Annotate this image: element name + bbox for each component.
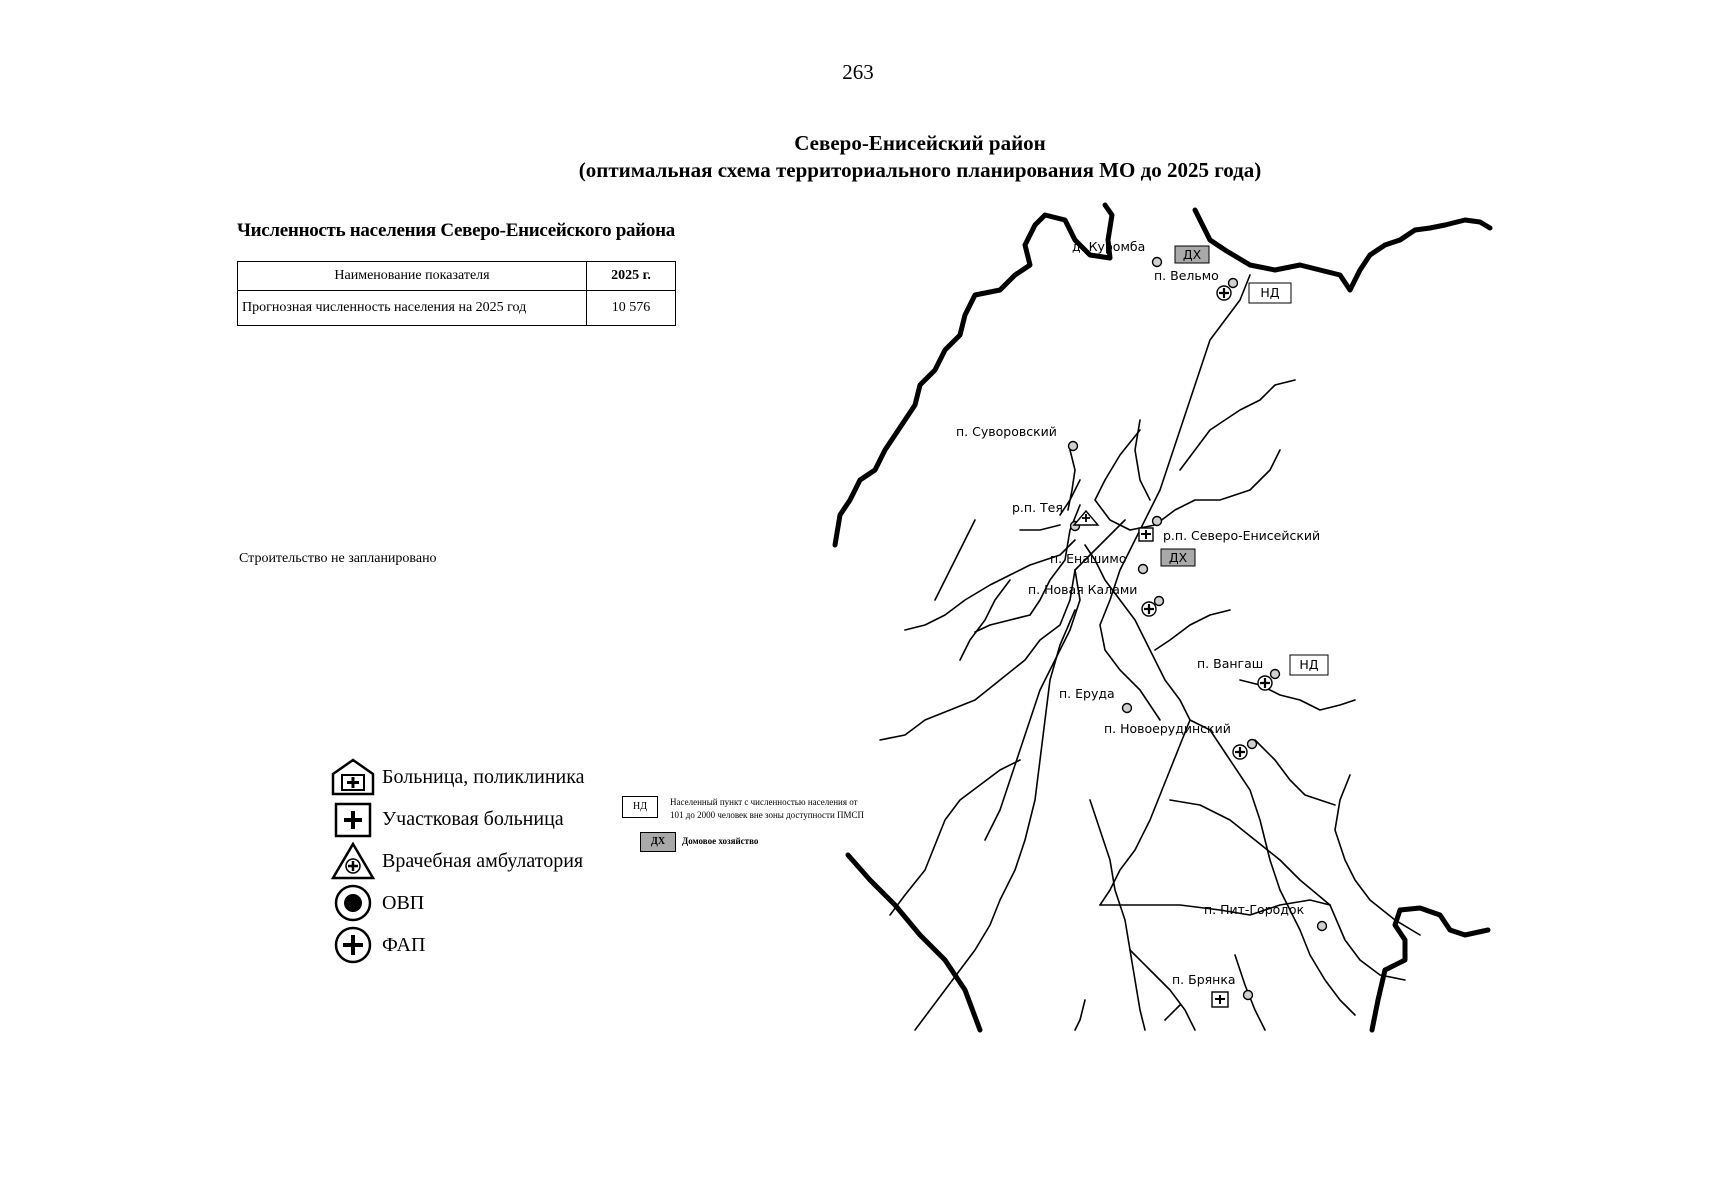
- legend-item-nd: [622, 796, 882, 822]
- page-number: 263: [842, 60, 874, 84]
- settlement-marker: [1123, 704, 1132, 713]
- settlement-marker: [1155, 597, 1164, 606]
- settlement-marker: [1271, 670, 1280, 679]
- label-teya: р.п. Тея: [1012, 500, 1063, 515]
- legend-item-fap: [330, 924, 585, 966]
- label-pit-gorodok: п. Пит-Городок: [1204, 902, 1305, 917]
- construction-note: Строительство не запланировано: [239, 551, 437, 566]
- district-border-south-east: [1372, 908, 1488, 1030]
- tag-dx-enashimo: [1161, 549, 1195, 566]
- label-eruda: п. Еруда: [1059, 686, 1115, 701]
- label-suvorovsky: п. Суворовский: [956, 424, 1057, 439]
- nd-tag: НД: [622, 796, 658, 818]
- settlement-marker: [1229, 279, 1238, 288]
- legend-item-district-hospital: [330, 798, 585, 840]
- label-velmo: п. Вельмо: [1154, 268, 1219, 283]
- settlement-marker: [1153, 517, 1162, 526]
- tag-nd-velmo: [1249, 283, 1291, 303]
- legend-label-hospital: Больница, поликлиника: [382, 765, 585, 788]
- legend-item-ovp: [330, 882, 585, 924]
- legend-label-ovp: ОВП: [382, 891, 425, 914]
- tag-nd-vangash: [1290, 655, 1328, 675]
- ambulatory-icon: [330, 841, 376, 881]
- district-border-north-2: [1195, 210, 1490, 290]
- row-value-cell: 10 576: [587, 291, 676, 326]
- hospital-icon: [330, 757, 376, 797]
- settlement-marker: [1248, 740, 1257, 749]
- label-kuromba: д. Куромба: [1072, 239, 1146, 254]
- col-year-header: 2025 г.: [587, 262, 676, 291]
- district-hospital-icon: [1139, 528, 1153, 541]
- settlement-marker: [1318, 922, 1327, 931]
- settlement-marker: [1153, 258, 1162, 267]
- facility-legend: [330, 756, 585, 966]
- svg-text:ДХ: ДХ: [1182, 247, 1202, 262]
- label-novaya-kalami: п. Новая Калами: [1028, 582, 1138, 597]
- tag-dx-kuromba: [1175, 246, 1209, 263]
- tag-legend: [622, 796, 882, 852]
- fap-icon: [330, 925, 376, 965]
- title-line-2: (оптимальная схема территориального планирования МО до 2025 года): [578, 158, 1262, 182]
- legend-item-dx: [640, 832, 882, 852]
- row-label-cell: Прогнозная численность населения на 2025 год: [238, 291, 587, 326]
- district-hospital-icon: [330, 799, 376, 839]
- label-novoerudinsky: п. Новоерудинский: [1104, 721, 1231, 736]
- svg-text:НД: НД: [1260, 285, 1280, 300]
- settlement-marker: [1139, 565, 1148, 574]
- population-heading: Численность населения Северо-Енисейского района: [237, 220, 675, 241]
- dx-tag: ДХ: [640, 832, 676, 852]
- settlement-marker: [1244, 991, 1253, 1000]
- district-border-south-west: [848, 855, 980, 1030]
- legend-item-ambulatory: [330, 840, 585, 882]
- legend-label-ambulatory: Врачебная амбулатория: [382, 849, 584, 872]
- nd-description: Населенный пункт с численностью населения от 101 до 2000 человек вне зоны доступности ПМСП: [670, 797, 865, 820]
- district-hospital-icon: [1212, 992, 1228, 1007]
- label-vangash: п. Вангаш: [1197, 656, 1264, 671]
- map-tags: [1161, 246, 1328, 675]
- fap-icon: [1233, 745, 1247, 759]
- title-line-1: Северо-Енисейский район: [794, 131, 1046, 155]
- label-severo-eniseysky: р.п. Северо-Енисейский: [1163, 528, 1321, 543]
- dx-description: Домовое хозяйство: [682, 836, 759, 846]
- legend-item-hospital: [330, 756, 585, 798]
- ovp-icon: [330, 883, 376, 923]
- fap-icon: [1258, 676, 1272, 690]
- fap-icon: [1217, 286, 1231, 300]
- svg-text:ДХ: ДХ: [1168, 550, 1188, 565]
- label-enashimo: п. Енашимо: [1050, 551, 1127, 566]
- label-bryanka: п. Брянка: [1172, 972, 1236, 987]
- legend-label-fap: ФАП: [382, 933, 426, 956]
- col-indicator-header: Наименование показателя: [238, 262, 587, 291]
- legend-label-district-hospital: Участковая больница: [382, 807, 564, 830]
- fap-icon: [1142, 602, 1156, 616]
- settlement-marker: [1069, 442, 1078, 451]
- svg-text:НД: НД: [1299, 657, 1319, 672]
